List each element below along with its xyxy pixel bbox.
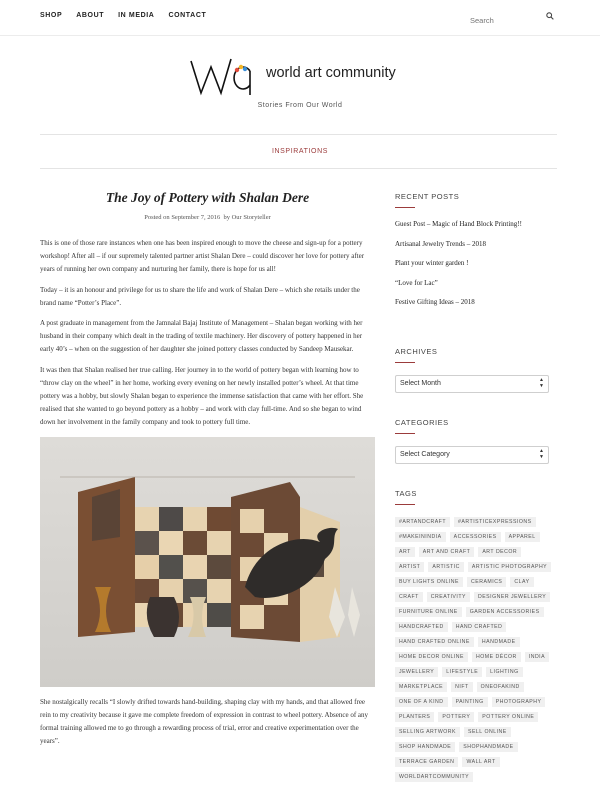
archives-select-value: Select Month xyxy=(400,379,441,387)
divider xyxy=(40,134,557,135)
tag-link[interactable]: ACCESSORIES xyxy=(450,532,501,542)
tag-link[interactable]: SHOP HANDMADE xyxy=(395,742,455,752)
tag-link[interactable]: WALL ART xyxy=(462,757,499,767)
tag-link[interactable]: CLAY xyxy=(510,577,533,587)
select-arrows-icon: ▲ ▼ xyxy=(539,376,544,389)
recent-posts-title: RECENT POSTS xyxy=(395,192,460,201)
select-arrows-icon: ▲ ▼ xyxy=(539,447,544,460)
nav-contact[interactable]: CONTACT xyxy=(168,12,207,19)
tag-link[interactable]: INDIA xyxy=(525,652,549,662)
tag-link[interactable]: SELL ONLINE xyxy=(464,727,511,737)
author-link[interactable]: Our Storyteller xyxy=(231,214,271,221)
recent-post-link[interactable]: Plant your winter garden ! xyxy=(395,259,469,267)
tag-link[interactable]: JEWELLERY xyxy=(395,667,438,677)
tag-link[interactable]: ART DECOR xyxy=(478,547,521,557)
tag-link[interactable]: ONE OF A KIND xyxy=(395,697,448,707)
tag-link[interactable]: ARTISTIC xyxy=(428,562,464,572)
tag-link[interactable]: NIFT xyxy=(451,682,473,692)
tag-link[interactable]: #ARTANDCRAFT xyxy=(395,517,450,527)
categories-select-value: Select Category xyxy=(400,450,450,458)
tag-link[interactable]: APPAREL xyxy=(505,532,540,542)
tag-link[interactable]: DESIGNER JEWELLERY xyxy=(474,592,550,602)
tag-link[interactable]: HANDMADE xyxy=(478,637,520,647)
nav-in-media[interactable]: IN MEDIA xyxy=(118,12,155,19)
tag-link[interactable]: WORLDARTCOMMUNITY xyxy=(395,772,473,782)
tag-link[interactable]: HOME DÉCOR xyxy=(472,652,521,662)
categories-select[interactable] xyxy=(395,446,549,464)
category-link[interactable]: INSPIRATIONS xyxy=(271,148,329,155)
tag-link[interactable]: PLANTERS xyxy=(395,712,434,722)
categories-title: CATEGORIES xyxy=(395,417,449,427)
recent-post-link[interactable]: Guest Post – Magic of Hand Block Printing!! xyxy=(395,220,522,228)
tag-cloud xyxy=(395,517,557,787)
tag-link[interactable]: ART AND CRAFT xyxy=(419,547,475,557)
tag-link[interactable]: HANDCRAFTED xyxy=(395,622,448,632)
tag-link[interactable]: ONEOFAKIND xyxy=(477,682,524,692)
widget-title-rule xyxy=(395,504,415,505)
archives-title: ARCHIVES xyxy=(395,346,438,356)
header-divider xyxy=(0,35,600,36)
article-paragraph: Today – it is an honour and privilege for us to share the life and work of Shalan Dere – which she retails under the brand name “Potter’s Place”. xyxy=(40,285,360,307)
site-name: world art community xyxy=(266,65,396,81)
main-nav xyxy=(40,12,206,19)
widget-title-rule xyxy=(395,433,415,434)
tag-link[interactable]: POTTERY xyxy=(438,712,474,722)
tag-link[interactable]: CREATIVITY xyxy=(427,592,470,602)
site-logo[interactable] xyxy=(190,57,420,97)
tag-link[interactable]: MARKETPLACE xyxy=(395,682,447,692)
search-box xyxy=(470,10,556,24)
tag-link[interactable]: POTTERY ONLINE xyxy=(478,712,538,722)
site-tagline: Stories From Our World xyxy=(257,102,343,109)
archives-select[interactable] xyxy=(395,375,549,393)
search-icon[interactable] xyxy=(546,12,554,20)
tag-link[interactable]: ART xyxy=(395,547,415,557)
divider xyxy=(40,168,557,169)
article-paragraph: A post graduate in management from the Jamnalal Bajaj Institute of Management – Shalan began working with her husband in their company which dealt in the trading of textile machinery. Her discovery of pottery happened in her early 40’s – when on the suggestion of her daughter she joined pottery classes conducted by Sandeep Mausekar. xyxy=(40,319,363,354)
article-paragraph: This is one of those rare instances when one has been inspired enough to move the cheese and sign-up for a pottery workshop! After all – if our supremely talented partner artist Shalan Dere – could discover her love for pottery after years of running her own company and nurturing her family, there is hope for us all! xyxy=(40,239,365,274)
article-paragraph: She nostalgically recalls “I slowly drifted towards hand-building, shaping clay with my hands, and that allowed free rein to my creativity because it gave me complete freedom of expression in contrast to wheel pottery. Absence of any formal training allowed me to go through a rewarding process of trial, error and creative experimentation over the years”. xyxy=(40,697,369,746)
tag-link[interactable]: SELLING ARTWORK xyxy=(395,727,460,737)
tag-link[interactable]: SHOPHANDMADE xyxy=(459,742,517,752)
tag-link[interactable]: #ARTISTICEXPRESSIONS xyxy=(454,517,536,527)
widget-title-rule xyxy=(395,362,415,363)
recent-post-link[interactable]: “Love for Lac” xyxy=(395,278,438,287)
tag-link[interactable]: CERAMICS xyxy=(467,577,506,587)
by-label: by xyxy=(223,214,230,221)
logo-mark xyxy=(190,57,262,97)
posted-on-label: Posted on xyxy=(144,214,170,221)
tag-link[interactable]: FURNITURE ONLINE xyxy=(395,607,462,617)
tag-link[interactable]: BUY LIGHTS ONLINE xyxy=(395,577,463,587)
widget-title-rule xyxy=(395,207,415,208)
article-meta xyxy=(40,214,375,221)
recent-post-link[interactable]: Festive Gifting Ideas – 2018 xyxy=(395,298,475,306)
tag-link[interactable]: TERRACE GARDEN xyxy=(395,757,458,767)
pottery-wall-art-photo xyxy=(40,437,375,687)
tag-link[interactable]: #MAKEININDIA xyxy=(395,532,446,542)
recent-post-link[interactable]: Artisanal Jewelry Trends – 2018 xyxy=(395,239,486,248)
article-paragraph: It was then that Shalan realised her true calling. Her journey in to the world of pottery began with learning how to “throw clay on the wheel” in her home, working every evening on her newly installed potter’s wheel. At that time pottery was a hobby, but slowly Shalan began to experience the immense satisfaction that came with her effort. She realised that she wanted to go beyond pottery as a hobby – and work with clay full-time. And so she began to wind down her involvement in the family company and took to pottery full time. xyxy=(40,365,364,427)
tag-link[interactable]: LIFESTYLE xyxy=(442,667,482,677)
nav-shop[interactable]: SHOP xyxy=(40,12,63,19)
tag-link[interactable]: HOME DECOR ONLINE xyxy=(395,652,468,662)
sidebar xyxy=(395,192,555,787)
tag-link[interactable]: GARDEN ACCESSORIES xyxy=(466,607,544,617)
tag-link[interactable]: ARTISTIC PHOTOGRAPHY xyxy=(468,562,551,572)
tag-link[interactable]: PHOTOGRAPHY xyxy=(492,697,546,707)
tag-link[interactable]: CRAFT xyxy=(395,592,423,602)
tag-link[interactable]: PAINTING xyxy=(452,697,488,707)
tag-link[interactable]: HAND CRAFTED xyxy=(452,622,507,632)
tag-link[interactable]: LIGHTING xyxy=(486,667,523,677)
article-title: The Joy of Pottery with Shalan Dere xyxy=(105,190,310,205)
nav-about[interactable]: ABOUT xyxy=(76,12,105,19)
post-date-link[interactable]: September 7, 2016 xyxy=(171,214,221,221)
search-input[interactable] xyxy=(470,16,540,25)
article xyxy=(40,190,375,755)
tag-link[interactable]: ARTIST xyxy=(395,562,424,572)
top-bar xyxy=(0,0,600,36)
tag-link[interactable]: HAND CRAFTED ONLINE xyxy=(395,637,474,647)
tags-title: TAGS xyxy=(395,488,417,498)
